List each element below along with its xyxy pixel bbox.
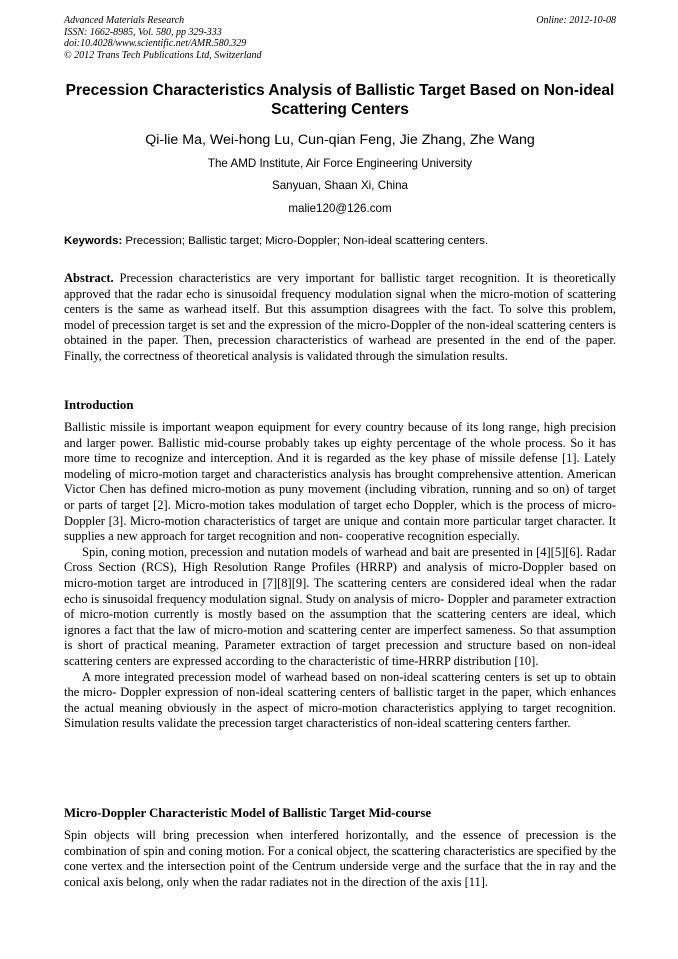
abstract bbox=[64, 271, 616, 365]
affiliation-institute: The AMD Institute, Air Force Engineering University bbox=[207, 157, 473, 170]
section2-body bbox=[64, 828, 616, 890]
copyright-line: © 2012 Trans Tech Publications Ltd, Switzerland bbox=[64, 49, 262, 61]
issn-line: ISSN: 1662-8985, Vol. 580, pp 329-333 bbox=[64, 26, 222, 38]
online-date: Online: 2012-10-08 bbox=[536, 15, 616, 26]
introduction-body bbox=[64, 420, 616, 732]
author-list: Qi-lie Ma, Wei-hong Lu, Cun-qian Feng, Jie Zhang, Zhe Wang bbox=[145, 132, 535, 148]
section-heading-introduction: Introduction bbox=[64, 398, 134, 412]
keywords-text: Precession; Ballistic target; Micro-Doppler; Non-ideal scattering centers. bbox=[122, 235, 489, 247]
intro-paragraph: A more integrated precession model of warhead based on non-ideal scattering centers is set up to obtain the micro- Doppler expression of non-ideal scattering centers of ballistic target in the paper, which enhances the actual meaning obviously in the aspect of micro-motion characteristics applying to target recognition. Simulation results validate the precession target characteristics of non-ideal scattering centers farther. bbox=[64, 669, 616, 731]
journal-header bbox=[64, 15, 616, 61]
abstract-label: Abstract. bbox=[64, 271, 114, 285]
affiliation-location: Sanyuan, Shaan Xi, China bbox=[271, 179, 408, 192]
abstract-text: Precession characteristics are very important for ballistic target recognition. It is theoretically approved that the radar echo is sinusoidal frequency modulation signal when the micro-motion of scattering centers is the same as warhead itself. But this assumption disagrees with the fact. To solve this problem, model of precession target is set and the expression of the micro-Doppler of the non-ideal scattering centers is obtained in the paper. Then, precession characteristics of warhead are presented in the end of the paper. Finally, the correctness of theoretical analysis is validated through the simulation results. bbox=[64, 271, 616, 363]
intro-paragraph: Spin, coning motion, precession and nutation models of warhead and bait are presented in [4][5][6]. Radar Cross Section (RCS), High Resolution Range Profiles (HRRP) and analysis of micro-Doppler based on micro-motion target are introduced in [7][8][9]. The scattering centers are considered ideal when the radar echo is sinusoidal frequency modulation signal. Study on analysis of micro- Doppler and parameter extraction of micro-motion currently is mostly based on the assumption that the scattering centers are ideal, which ignores a fact that the law of micro-motion and scattering center are imperfect sameness. So that assumption is short of practical meaning. Parameter extraction of target precession and structure based on non-ideal scattering centers are expressed according to the characteristic of time-HRRP distribution [10]. bbox=[64, 544, 616, 668]
journal-name: Advanced Materials Research bbox=[64, 15, 185, 26]
keywords-label: Keywords: bbox=[64, 235, 123, 247]
paper-title: Precession Characteristics Analysis of Ballistic Target Based on Non-ideal Scattering Centers bbox=[65, 82, 615, 118]
doi-line[interactable]: doi:10.4028/www.scientific.net/AMR.580.329 bbox=[64, 38, 247, 50]
intro-paragraph: Ballistic missile is important weapon equipment for every country because of its long range, high precision and larger power. Ballistic mid-course probably takes up eighty percentage of the whole process. So it has more time to recognize and interception. And it is regarded as the key phase of missile defense [1]. Lately modeling of micro-motion target and characteristics analysis has brought comprehensive attention. American Victor Chen has defined micro-motion as puny movement (including vibration, running and so on) of target or parts of target [2]. Micro-motion takes modulation of target echo Doppler, which is the process of micro- Doppler [3]. Micro-motion characteristics of target are unique and contain more particular target character. It supplies a new approach for target recognition and non- cooperative recognition especially. bbox=[64, 420, 616, 544]
author-email[interactable]: malie120@126.com bbox=[288, 202, 392, 215]
section-heading-micro-doppler-model: Micro-Doppler Characteristic Model of Ballistic Target Mid-course bbox=[64, 806, 432, 820]
section2-paragraph: Spin objects will bring precession when interfered horizontally, and the essence of precession is the combination of spin and coning motion. For a conical object, the scattering characteristics are specified by the cone vertex and the intersection point of the Centrum underside verge and the surface that the in ray and the conical axis belong, only when the radar radiates not in the direction of the axis [11]. bbox=[64, 828, 616, 889]
keywords bbox=[64, 234, 616, 249]
